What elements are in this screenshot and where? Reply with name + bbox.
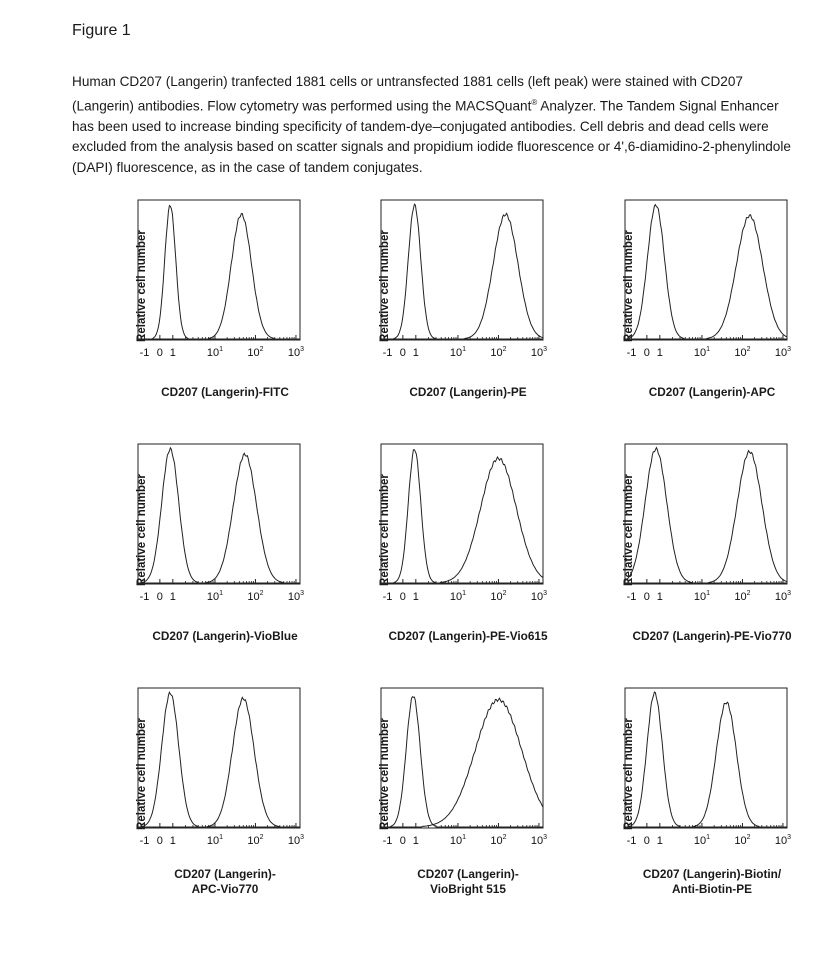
x-tick-label: $10^1$ — [206, 346, 224, 359]
x-tick-label: $10^3$ — [530, 590, 548, 603]
x-axis-label-line1: CD207 (Langerin)-FITC — [161, 385, 289, 399]
x-tick-label: 0 — [399, 591, 406, 603]
x-axis-label-line1: CD207 (Langerin)-APC — [648, 385, 776, 399]
histogram-plot — [577, 688, 813, 878]
x-tick-label: 0 — [156, 347, 163, 359]
x-tick-label: -1 — [626, 347, 637, 359]
histogram-panel — [577, 200, 813, 430]
x-tick-label: $10^3$ — [774, 590, 792, 603]
y-axis-label: Relative cell number — [623, 718, 635, 830]
x-tick-label: $10^3$ — [774, 346, 792, 359]
plot-frame — [625, 200, 787, 340]
x-tick-label: -1 — [382, 835, 393, 847]
histogram-curve — [381, 213, 543, 339]
x-axis-label-line2: Anti-Biotin-PE — [672, 882, 752, 896]
x-tick-label: $10^1$ — [449, 346, 467, 359]
x-tick-label: 1 — [169, 591, 176, 603]
x-tick-label: 0 — [399, 835, 406, 847]
histogram-curve — [625, 215, 787, 339]
x-axis-label — [135, 867, 315, 897]
x-tick-label: $10^2$ — [247, 834, 264, 847]
histogram-panel — [333, 688, 573, 918]
x-tick-label: $10^2$ — [247, 346, 264, 359]
x-tick-label: $10^2$ — [490, 834, 507, 847]
x-axis-label — [378, 385, 558, 400]
x-tick-label: $10^2$ — [490, 346, 507, 359]
x-tick-label: 0 — [643, 347, 650, 359]
histogram-plot — [577, 444, 813, 634]
histogram-panel — [90, 688, 330, 918]
histogram-curve — [381, 697, 543, 827]
x-tick-label: -1 — [139, 347, 150, 359]
histogram-plot — [90, 200, 330, 390]
x-tick-label: $10^2$ — [734, 346, 751, 359]
x-tick-label: $10^1$ — [449, 834, 467, 847]
y-axis-label: Relative cell number — [136, 230, 148, 342]
x-tick-label: $10^1$ — [693, 590, 711, 603]
histogram-curve — [138, 448, 300, 583]
y-axis-label: Relative cell number — [379, 718, 391, 830]
x-tick-label: -1 — [382, 591, 393, 603]
x-axis-label-line1: CD207 (Langerin)-PE — [409, 385, 527, 399]
x-tick-label: -1 — [626, 591, 637, 603]
y-axis-label: Relative cell number — [379, 474, 391, 586]
histogram-panel — [577, 444, 813, 674]
x-axis-label-line2: VioBright 515 — [430, 882, 506, 896]
x-tick-label: $10^2$ — [734, 590, 751, 603]
x-axis-label — [135, 629, 315, 644]
histogram-plot — [90, 444, 330, 634]
x-axis-label-line1: CD207 (Langerin)-PE-Vio615 — [388, 629, 548, 643]
x-tick-label: -1 — [382, 347, 393, 359]
caption-text-2: Analyzer. The Tandem Signal Enhancer has been used to increase binding specificity of tandem-dye–conjugated antibodies. Cell debris and dead cells were excluded from the analysis based on scatter signals and propidium iodide fluorescence or 4',6-diamidino-2-phenylindole (DAPI) fluorescence, as in the case of tandem conjugates. — [72, 98, 791, 175]
caption-text-1: Human CD207 (Langerin) tranfected 1881 cells or untransfected 1881 cells (left peak) were stained with CD207 (Langerin) antibodies. Flow cytometry was performed using the MACSQuant — [72, 74, 743, 114]
histogram-plot — [577, 200, 813, 390]
histogram-curve — [138, 206, 300, 339]
x-tick-label: $10^1$ — [206, 834, 224, 847]
x-axis-label — [378, 867, 558, 897]
x-tick-label: 0 — [399, 347, 406, 359]
x-tick-label: $10^2$ — [734, 834, 751, 847]
x-axis-label — [378, 629, 558, 644]
histogram-curve — [138, 453, 300, 583]
figure-caption — [72, 72, 792, 178]
x-tick-label: $10^3$ — [530, 834, 548, 847]
x-tick-label: $10^1$ — [206, 590, 224, 603]
plot-frame — [381, 444, 543, 584]
x-axis-label — [622, 629, 802, 644]
histogram-curve — [625, 205, 787, 339]
x-tick-label: $10^2$ — [247, 590, 264, 603]
y-axis-label: Relative cell number — [623, 230, 635, 342]
histogram-panel — [333, 200, 573, 430]
plot-frame — [138, 200, 300, 340]
x-tick-label: $10^3$ — [287, 590, 305, 603]
x-axis-label-line1: CD207 (Langerin)-PE-Vio770 — [632, 629, 792, 643]
x-tick-label: 1 — [656, 347, 663, 359]
x-tick-label: 0 — [156, 591, 163, 603]
plot-frame — [138, 444, 300, 584]
x-tick-label: $10^3$ — [287, 346, 305, 359]
y-axis-label: Relative cell number — [379, 230, 391, 342]
histogram-plot — [333, 444, 573, 634]
histogram-curve — [138, 697, 300, 827]
x-tick-label: $10^3$ — [287, 834, 305, 847]
plot-frame — [138, 688, 300, 828]
x-tick-label: $10^1$ — [693, 834, 711, 847]
y-axis-label: Relative cell number — [136, 474, 148, 586]
x-tick-label: 0 — [643, 591, 650, 603]
x-tick-label: -1 — [139, 591, 150, 603]
x-tick-label: -1 — [626, 835, 637, 847]
y-axis-label: Relative cell number — [623, 474, 635, 586]
histogram-plot — [333, 688, 573, 878]
x-axis-label — [622, 385, 802, 400]
x-axis-label-line1: CD207 (Langerin)-Biotin/ — [642, 867, 782, 881]
x-axis-label-line1: CD207 (Langerin)- — [417, 867, 519, 881]
x-tick-label: 1 — [169, 835, 176, 847]
histogram-panel — [90, 444, 330, 674]
histogram-panel — [90, 200, 330, 430]
x-tick-label: 1 — [412, 591, 419, 603]
histogram-curve — [138, 214, 300, 340]
histogram-curve — [138, 692, 300, 827]
histogram-curve — [625, 692, 787, 827]
histogram-panel — [333, 444, 573, 674]
histogram-curve — [625, 448, 787, 583]
x-tick-label: 1 — [412, 835, 419, 847]
histogram-curve — [381, 457, 543, 583]
x-tick-label: $10^2$ — [490, 590, 507, 603]
x-axis-label — [135, 385, 315, 400]
x-axis-label-line1: CD207 (Langerin)- — [174, 867, 276, 881]
y-axis-label: Relative cell number — [136, 718, 148, 830]
histogram-plot — [90, 688, 330, 878]
histogram-panel — [577, 688, 813, 918]
figure-title: Figure 1 — [72, 22, 131, 39]
x-tick-label: 1 — [656, 835, 663, 847]
x-tick-label: 1 — [169, 347, 176, 359]
x-tick-label: $10^1$ — [693, 346, 711, 359]
histogram-plot — [333, 200, 573, 390]
x-tick-label: $10^1$ — [449, 590, 467, 603]
x-tick-label: 0 — [156, 835, 163, 847]
x-axis-label — [622, 867, 802, 897]
x-tick-label: $10^3$ — [530, 346, 548, 359]
x-axis-label-line2: APC-Vio770 — [191, 882, 259, 896]
x-tick-label: $10^3$ — [774, 834, 792, 847]
x-axis-label-line1: CD207 (Langerin)-VioBlue — [152, 629, 298, 643]
x-tick-label: 0 — [643, 835, 650, 847]
x-tick-label: 1 — [412, 347, 419, 359]
x-tick-label: -1 — [139, 835, 150, 847]
histogram-curve — [381, 204, 543, 339]
x-tick-label: 1 — [656, 591, 663, 603]
plot-frame — [625, 444, 787, 584]
plot-frame — [625, 688, 787, 828]
trademark-symbol: ® — [531, 97, 538, 107]
